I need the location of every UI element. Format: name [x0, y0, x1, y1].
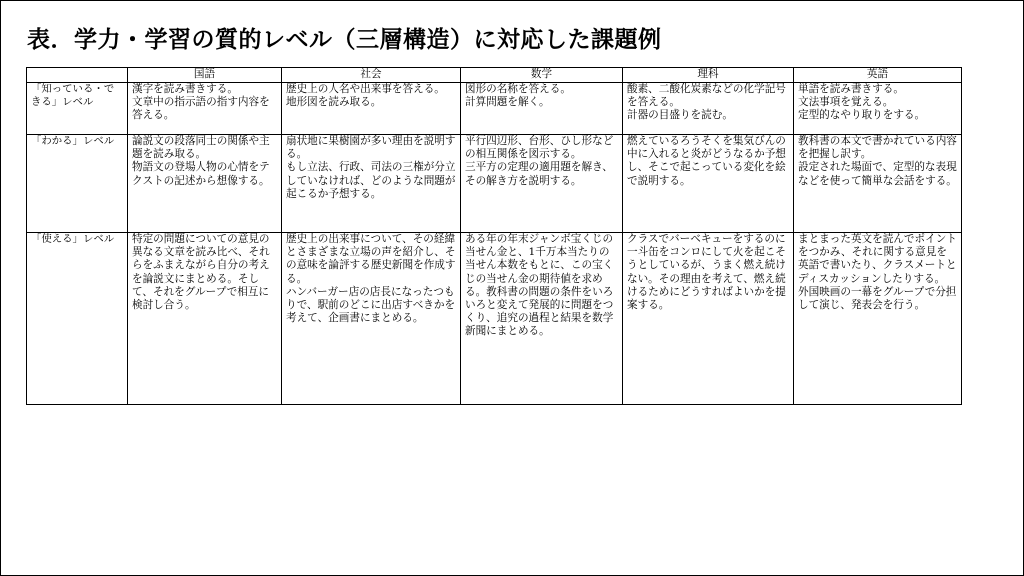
table-header-row [27, 68, 962, 83]
table-cell: ある年の年末ジャンボ宝くじの当せん金と、1千万本当たりの当せん本数をもとに、この宝くじの当せん金の期待値を求める。教科書の問題の条件をいろいろと変えて発展的に問題をつくり、追究の過程と結果を数学新聞にまとめる。 [461, 233, 623, 405]
table-cell: 歴史上の出来事について、その経緯とさまざまな立場の声を紹介し、その意味を論評する歴史新聞を作成する。 ハンバーガー店の店長になったつもりで、駅前のどこに出店すべきかを考えて、企画書にまとめる。 [282, 233, 461, 405]
table-row [27, 233, 962, 405]
table-cell: クラスでバーベキューをするのに一斗缶をコンロにして火を起こそうとしているが、うまく燃え続けない。その理由を考えて、燃え続けるためにどうすればよいかを提案する。 [623, 233, 794, 405]
row-label: 「使える」レベル [27, 233, 128, 405]
table-cell: 酸素、二酸化炭素などの化学記号を答える。 計器の目盛りを読む。 [623, 83, 794, 135]
header-cell-japanese: 国語 [128, 68, 282, 83]
header-cell-english: 英語 [794, 68, 962, 83]
header-cell-empty [27, 68, 128, 83]
table-cell: 図形の名称を答える。 計算問題を解く。 [461, 83, 623, 135]
header-cell-social-studies: 社会 [282, 68, 461, 83]
table-cell: 歴史上の人名や出来事を答える。 地形図を読み取る。 [282, 83, 461, 135]
table-cell: 平行四辺形、台形、ひし形などの相互関係を図示する。 三平方の定理の適用題を解き、その解き方を説明する。 [461, 135, 623, 233]
task-examples-table [26, 67, 962, 405]
table-cell: 単語を読み書きする。 文法事項を覚える。 定型的なやり取りをする。 [794, 83, 962, 135]
table-cell: 特定の問題についての意見の異なる文章を読み比べ、それらをふまえながら自分の考えを論説文にまとめる。そして、それをグループで相互に検討し合う。 [128, 233, 282, 405]
table-row [27, 135, 962, 233]
table-cell: まとまった英文を読んでポイントをつかみ、それに関する意見を英語で書いたり、クラスメートとディスカッションしたりする。 外国映画の一幕をグループで分担して演じ、発表会を行う。 [794, 233, 962, 405]
row-label: 「知っている・できる」レベル [27, 83, 128, 135]
table-cell: 教科書の本文で書かれている内容を把握し訳す。 設定された場面で、定型的な表現などを使って簡単な会話をする。 [794, 135, 962, 233]
header-cell-math: 数学 [461, 68, 623, 83]
table-cell: 燃えているろうそくを集気びんの中に入れると炎がどうなるか予想し、そこで起こっている変化を絵で説明する。 [623, 135, 794, 233]
table-cell: 扇状地に果樹園が多い理由を説明する。 もし立法、行政、司法の三権が分立していなければ、どのような問題が起こるか予想する。 [282, 135, 461, 233]
table-row [27, 83, 962, 135]
row-label: 「わかる」レベル [27, 135, 128, 233]
slide-title: 表．学力・学習の質的レベル（三層構造）に対応した課題例 [27, 27, 662, 53]
table-cell: 論説文の段落同士の関係や主題を読み取る。 物語文の登場人物の心情をテクストの記述から想像する。 [128, 135, 282, 233]
table-cell: 漢字を読み書きする。 文章中の指示語の指す内容を答える。 [128, 83, 282, 135]
header-cell-science: 理科 [623, 68, 794, 83]
